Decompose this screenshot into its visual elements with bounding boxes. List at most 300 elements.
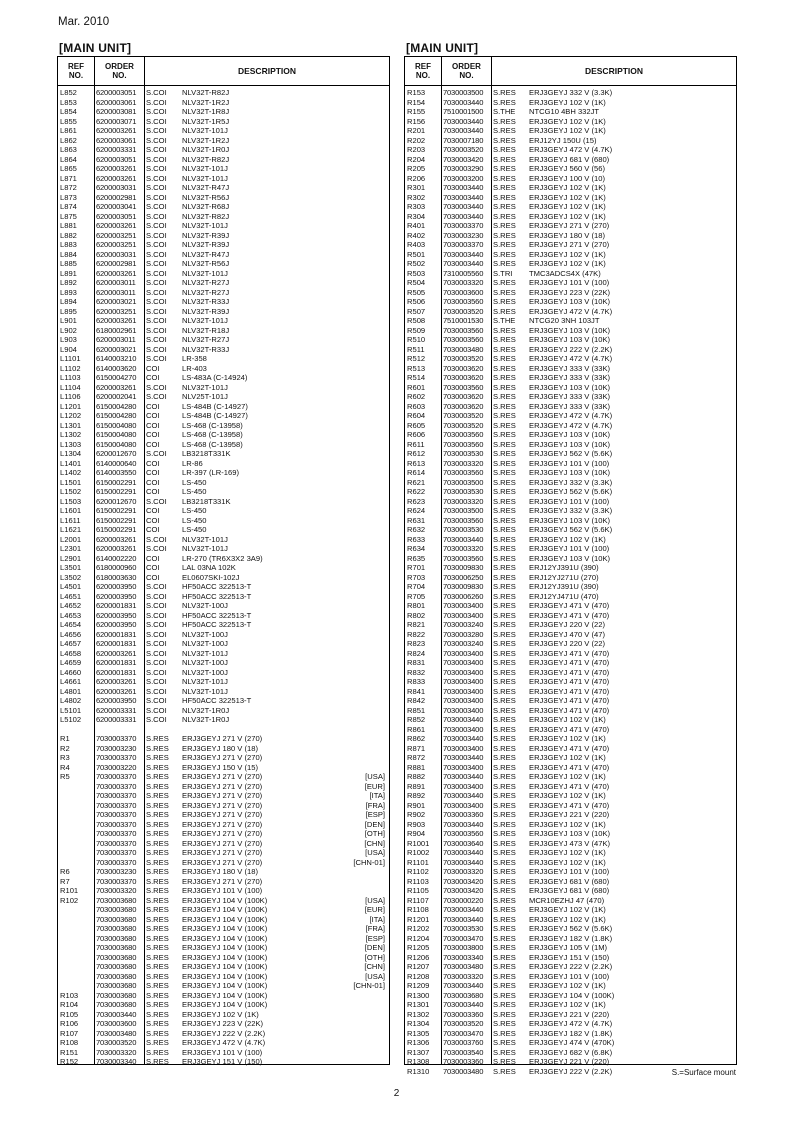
part-type: COI bbox=[146, 430, 160, 439]
ref-no: R703 bbox=[407, 572, 426, 582]
description: ERJ3GEYJ 470 V (47) bbox=[529, 629, 605, 639]
order-no: 7030003520 bbox=[443, 306, 484, 316]
order-no: 7030003370 bbox=[96, 734, 137, 743]
ref-no: R903 bbox=[407, 819, 426, 829]
table-row bbox=[405, 791, 736, 801]
part-type: S.RES bbox=[146, 924, 169, 933]
order-no: 7030003680 bbox=[443, 990, 484, 1000]
order-no: 6200003950 bbox=[96, 591, 137, 601]
order-no: 7030003540 bbox=[443, 1047, 484, 1057]
order-no: 6150002291 bbox=[96, 487, 137, 496]
description: LS-468 (C-13958) bbox=[182, 420, 243, 430]
table-row bbox=[58, 136, 389, 146]
table-row bbox=[405, 364, 736, 374]
description: ERJ3GEYJ 102 V (1K) bbox=[529, 848, 606, 857]
order-no: 7030003560 bbox=[443, 468, 484, 477]
ref-no: R606 bbox=[407, 430, 426, 439]
order-no: 7030003440 bbox=[443, 259, 484, 268]
part-type: S.COI bbox=[146, 382, 167, 392]
order-no: 7030003370 bbox=[96, 848, 137, 857]
table-row bbox=[405, 174, 736, 184]
table-row bbox=[58, 791, 389, 801]
description: ERJ3GEYJ 472 V (4.7K) bbox=[529, 354, 613, 363]
ref-no: R206 bbox=[407, 173, 426, 183]
part-type: S.RES bbox=[493, 183, 516, 192]
description: ERJ3GEYJ 102 V (1K) bbox=[182, 1009, 259, 1019]
description: ERJ3GEYJ 472 V (4.7K) bbox=[529, 420, 613, 430]
part-type: S.RES bbox=[493, 468, 516, 477]
description: NLV32T-101J bbox=[182, 534, 228, 544]
ref-no: L1201 bbox=[60, 401, 82, 411]
table-row bbox=[58, 212, 389, 222]
part-type: S.RES bbox=[493, 620, 516, 629]
order-no: 7510001500 bbox=[443, 107, 484, 116]
region: [EUR] bbox=[364, 781, 385, 791]
table-row bbox=[405, 763, 736, 773]
ref-no: L4659 bbox=[60, 658, 82, 667]
ref-no: R401 bbox=[407, 221, 426, 230]
part-type: S.RES bbox=[493, 800, 516, 810]
ref-no: R802 bbox=[407, 610, 426, 620]
order-no: 6200001831 bbox=[96, 639, 137, 648]
order-no: 7030003230 bbox=[96, 743, 137, 753]
ref-no: R301 bbox=[407, 183, 426, 192]
table-row bbox=[405, 573, 736, 583]
description: ERJ3GEYJ 101 V (100) bbox=[529, 544, 610, 553]
description: ERJ3GEYJ 222 V (2.2K) bbox=[529, 344, 613, 354]
part-type: COI bbox=[146, 401, 160, 411]
description: ERJ3GEYJ 562 V (5.6K) bbox=[529, 449, 613, 458]
description: NTCG20 3NH 103JT bbox=[529, 316, 600, 325]
part-type: S.RES bbox=[493, 677, 516, 686]
table-row bbox=[405, 839, 736, 849]
ref-no: R823 bbox=[407, 639, 426, 648]
table-row bbox=[58, 896, 389, 906]
order-no: 7030006250 bbox=[443, 572, 484, 582]
order-no: 7030003620 bbox=[443, 373, 484, 382]
order-no: 7030003370 bbox=[96, 857, 137, 867]
ref-no: R822 bbox=[407, 629, 426, 639]
order-no: 7030003360 bbox=[443, 1057, 484, 1066]
order-no: 7030003360 bbox=[443, 810, 484, 819]
order-no: 6200001831 bbox=[96, 658, 137, 667]
description: ERJ3GEYJ 471 V (470) bbox=[529, 648, 610, 658]
table-row bbox=[58, 183, 389, 193]
table-row bbox=[405, 563, 736, 573]
table-row bbox=[58, 924, 389, 934]
description: ERJ3GEYJ 271 V (270) bbox=[182, 838, 263, 848]
ref-no: R1206 bbox=[407, 952, 430, 962]
description: NLV32T-1R8J bbox=[182, 107, 230, 116]
description: ERJ3GEYJ 473 V (47K) bbox=[529, 838, 611, 848]
ref-no: L2301 bbox=[60, 544, 82, 553]
order-no: 7030003440 bbox=[443, 734, 484, 743]
part-type: S.RES bbox=[146, 1057, 169, 1066]
ref-no: L4653 bbox=[60, 610, 82, 620]
order-no: 6200003261 bbox=[96, 534, 137, 544]
table-row bbox=[405, 1000, 736, 1010]
table-row bbox=[58, 497, 389, 507]
table-row bbox=[405, 1029, 736, 1039]
table-row bbox=[405, 639, 736, 649]
description: ERJ3GEYJ 182 V (1.8K) bbox=[529, 1028, 613, 1038]
description: LS-483A (C-14924) bbox=[182, 373, 248, 382]
part-type: S.COI bbox=[146, 259, 167, 268]
table-row bbox=[405, 231, 736, 241]
description: ERJ3GEYJ 102 V (1K) bbox=[529, 211, 606, 221]
ref-no: L881 bbox=[60, 221, 77, 230]
order-no: 7030007180 bbox=[443, 135, 484, 145]
description: TMC3ADCS4X (47K) bbox=[529, 268, 601, 278]
order-no: 7030003500 bbox=[443, 88, 484, 97]
order-no: 7030003480 bbox=[443, 1066, 484, 1076]
order-no: 7030000220 bbox=[443, 895, 484, 905]
table-row bbox=[58, 354, 389, 364]
ref-no: L863 bbox=[60, 145, 77, 154]
table-row bbox=[405, 164, 736, 174]
part-type: S.COI bbox=[146, 705, 167, 715]
description: ERJ3GEYJ 102 V (1K) bbox=[529, 734, 606, 743]
table-row bbox=[405, 1038, 736, 1048]
order-no: 7030003420 bbox=[443, 886, 484, 895]
order-no: 7030003400 bbox=[443, 667, 484, 677]
part-type: S.COI bbox=[146, 211, 167, 221]
description: ERJ3GEYJ 102 V (1K) bbox=[529, 116, 606, 126]
table-row bbox=[58, 905, 389, 915]
ref-no: L853 bbox=[60, 97, 77, 107]
description: ERJ3GEYJ 104 V (100K) bbox=[182, 952, 268, 962]
part-type: S.RES bbox=[493, 857, 516, 867]
left-parts-table bbox=[57, 56, 390, 1065]
description: ERJ3GEYJ 104 V (100K) bbox=[182, 962, 268, 971]
part-type: S.RES bbox=[146, 848, 169, 857]
table-row bbox=[405, 544, 736, 554]
ref-no: R1001 bbox=[407, 838, 430, 848]
ref-no: R304 bbox=[407, 211, 426, 221]
region: [CHN] bbox=[364, 962, 385, 971]
table-row bbox=[58, 145, 389, 155]
ref-no: R1108 bbox=[407, 905, 429, 914]
ref-no: R202 bbox=[407, 135, 426, 145]
description: ERJ3GEYJ 223 V (22K) bbox=[182, 1019, 264, 1028]
table-row bbox=[58, 554, 389, 564]
ref-no: L4657 bbox=[60, 639, 82, 648]
table-row bbox=[58, 174, 389, 184]
part-type: S.RES bbox=[146, 905, 169, 914]
ref-no: R153 bbox=[407, 88, 426, 97]
description: NLV32T-101J bbox=[182, 382, 228, 392]
part-type: S.COI bbox=[146, 648, 167, 658]
part-type: S.RES bbox=[493, 325, 516, 335]
table-row bbox=[58, 877, 389, 887]
part-type: COI bbox=[146, 563, 160, 572]
ref-no: R1201 bbox=[407, 914, 430, 924]
description: ERJ3GEYJ 104 V (100K) bbox=[529, 990, 615, 1000]
ref-no-header: REF NO. bbox=[405, 57, 442, 85]
ref-no: L5102 bbox=[60, 715, 82, 724]
order-no: 7030003370 bbox=[96, 772, 137, 781]
order-no: 7030003320 bbox=[443, 458, 484, 468]
part-type: S.RES bbox=[146, 876, 169, 886]
order-no: 7030003620 bbox=[443, 392, 484, 401]
part-type: S.RES bbox=[493, 667, 516, 677]
table-row bbox=[405, 601, 736, 611]
part-type: S.RES bbox=[146, 971, 169, 981]
description: ERJ3GEYJ 104 V (100K) bbox=[182, 943, 268, 952]
description: MCR10EZHJ 47 (470) bbox=[529, 895, 605, 905]
ref-no: L875 bbox=[60, 211, 77, 221]
part-type: S.COI bbox=[146, 88, 167, 97]
part-type: S.COI bbox=[146, 230, 167, 240]
description: ERJ3GEYJ 102 V (1K) bbox=[529, 753, 606, 762]
table-row bbox=[405, 886, 736, 896]
order-no: 7030003290 bbox=[443, 164, 484, 173]
description: NLV32T-101J bbox=[182, 221, 228, 230]
order-no: 7030003440 bbox=[443, 534, 484, 544]
ref-no: R104 bbox=[60, 1000, 79, 1009]
ref-no: L4654 bbox=[60, 620, 82, 629]
table-row bbox=[58, 373, 389, 383]
order-no: 6150004080 bbox=[96, 439, 137, 449]
ref-no: L4501 bbox=[60, 582, 82, 591]
part-type: S.RES bbox=[493, 933, 516, 943]
description: LS-468 (C-13958) bbox=[182, 439, 243, 449]
part-type: S.RES bbox=[493, 734, 516, 743]
ref-no: L1106 bbox=[60, 392, 81, 401]
ref-no: R611 bbox=[407, 439, 425, 449]
table-row bbox=[405, 354, 736, 364]
ref-no: R904 bbox=[407, 829, 426, 838]
table-row bbox=[405, 155, 736, 165]
part-type: S.THE bbox=[493, 316, 516, 325]
ref-no: R603 bbox=[407, 401, 426, 411]
ref-no: R501 bbox=[407, 249, 426, 259]
description: ERJ3GEYJ 103 V (10K) bbox=[529, 468, 611, 477]
table-row bbox=[405, 98, 736, 108]
description: NLV32T-R27J bbox=[182, 335, 230, 344]
part-type: S.RES bbox=[146, 857, 169, 867]
table-row bbox=[58, 801, 389, 811]
table-row bbox=[405, 288, 736, 298]
part-type: S.RES bbox=[493, 449, 516, 458]
description: ERJ3GEYJ 271 V (270) bbox=[182, 781, 263, 791]
description: ERJ3GEYJ 103 V (10K) bbox=[529, 439, 611, 449]
ref-no: R1002 bbox=[407, 848, 430, 857]
part-type: S.RES bbox=[493, 819, 516, 829]
part-type: S.RES bbox=[493, 591, 516, 601]
order-no: 7030003520 bbox=[443, 145, 484, 154]
table-row bbox=[405, 611, 736, 621]
part-type: S.COI bbox=[146, 392, 167, 401]
order-no-header: ORDER NO. bbox=[442, 57, 492, 85]
table-row bbox=[405, 905, 736, 915]
part-type: S.RES bbox=[493, 962, 516, 971]
table-row bbox=[405, 668, 736, 678]
description: ERJ3GEYJ 471 V (470) bbox=[529, 601, 610, 610]
ref-no: R862 bbox=[407, 734, 426, 743]
ref-no: L894 bbox=[60, 297, 77, 306]
part-type: S.RES bbox=[146, 1009, 169, 1019]
description: ERJ3GEYJ 332 V (3.3K) bbox=[529, 506, 613, 515]
order-no: 7030003230 bbox=[96, 867, 137, 876]
order-no: 7030003370 bbox=[96, 753, 137, 762]
order-no: 6180003630 bbox=[96, 572, 137, 582]
table-row bbox=[405, 535, 736, 545]
table-row bbox=[58, 972, 389, 982]
ref-no: L892 bbox=[60, 278, 77, 287]
description: ERJ3GEYJ 221 V (220) bbox=[529, 1057, 610, 1066]
order-no: 7030003470 bbox=[443, 933, 484, 943]
description: ERJ3GEYJ 472 V (4.7K) bbox=[529, 306, 613, 316]
order-no: 7030003440 bbox=[96, 1009, 137, 1019]
ref-no: R105 bbox=[60, 1009, 79, 1019]
description: ERJ3GEYJ 222 V (2.2K) bbox=[182, 1028, 266, 1038]
order-no: 7030003560 bbox=[443, 829, 484, 838]
order-no: 7030003620 bbox=[443, 401, 484, 411]
description: NLV32T-101J bbox=[182, 164, 228, 173]
order-no: 7030003560 bbox=[443, 430, 484, 439]
ref-no: R3 bbox=[60, 753, 70, 762]
part-type: COI bbox=[146, 458, 160, 468]
order-no: 7030003680 bbox=[96, 895, 137, 905]
order-no: 7030003680 bbox=[96, 1000, 137, 1009]
table-row bbox=[405, 924, 736, 934]
ref-no: L884 bbox=[60, 249, 77, 259]
part-type: S.RES bbox=[493, 544, 516, 553]
table-row bbox=[405, 212, 736, 222]
order-no: 6200003331 bbox=[96, 705, 137, 715]
description: ERJ3GEYJ 103 V (10K) bbox=[529, 297, 611, 306]
table-row bbox=[58, 307, 389, 317]
part-type: S.RES bbox=[146, 838, 169, 848]
ref-no: L1102 bbox=[60, 363, 81, 373]
part-type: S.RES bbox=[493, 1047, 516, 1057]
order-no: 7030003370 bbox=[96, 819, 137, 829]
part-type: S.RES bbox=[493, 610, 516, 620]
region: [ESP] bbox=[365, 810, 385, 819]
order-no: 7030003370 bbox=[443, 221, 484, 230]
part-type: S.COI bbox=[146, 354, 167, 363]
order-no: 7030003440 bbox=[443, 715, 484, 724]
order-no: 7030003370 bbox=[443, 240, 484, 249]
order-no: 7030003470 bbox=[443, 1028, 484, 1038]
ref-no: L1301 bbox=[60, 420, 82, 430]
table-row bbox=[58, 953, 389, 963]
part-type: S.RES bbox=[493, 506, 516, 515]
part-type: S.RES bbox=[493, 1019, 516, 1028]
ref-no: R1103 bbox=[407, 876, 429, 886]
ref-no: R505 bbox=[407, 287, 426, 297]
order-no: 7030003440 bbox=[443, 126, 484, 135]
description: ERJ3GEYJ 471 V (470) bbox=[529, 705, 610, 715]
order-no: 7030003480 bbox=[96, 1028, 137, 1038]
order-no: 7030003440 bbox=[443, 791, 484, 800]
part-type: S.RES bbox=[493, 990, 516, 1000]
order-no: 7030003560 bbox=[443, 515, 484, 525]
ref-no: R632 bbox=[407, 525, 426, 534]
ref-no: R511 bbox=[407, 344, 425, 354]
table-row bbox=[405, 136, 736, 146]
table-row bbox=[405, 307, 736, 317]
description: ERJ3GEYJ 150 V (15) bbox=[182, 762, 258, 772]
part-type: S.RES bbox=[146, 762, 169, 772]
region: [OTH] bbox=[364, 952, 385, 962]
table-row bbox=[405, 715, 736, 725]
order-no: 6200002981 bbox=[96, 192, 137, 202]
table-row bbox=[405, 554, 736, 564]
table-row bbox=[405, 525, 736, 535]
part-type: S.COI bbox=[146, 268, 167, 278]
part-type: S.RES bbox=[146, 952, 169, 962]
order-no: 6200003261 bbox=[96, 677, 137, 686]
table-row bbox=[405, 896, 736, 906]
description-header: DESCRIPTION bbox=[237, 65, 297, 76]
order-no: 7030003440 bbox=[443, 116, 484, 126]
description: ERJ3GEYJ 102 V (1K) bbox=[529, 534, 606, 544]
ref-no: L883 bbox=[60, 240, 77, 249]
description: ERJ3GEYJ 104 V (100K) bbox=[182, 924, 268, 933]
description: ERJ3GEYJ 182 V (1.8K) bbox=[529, 933, 613, 943]
order-no: 7030003560 bbox=[443, 553, 484, 563]
table-row bbox=[405, 259, 736, 269]
table-row bbox=[58, 278, 389, 288]
ref-no: R510 bbox=[407, 335, 426, 344]
part-type: S.TRI bbox=[493, 268, 513, 278]
region: [CHN-01] bbox=[353, 981, 385, 990]
table-row bbox=[58, 345, 389, 355]
table-row bbox=[58, 259, 389, 269]
table-row bbox=[58, 1057, 389, 1067]
description: NLV32T-100J bbox=[182, 658, 228, 667]
ref-no: R156 bbox=[407, 116, 426, 126]
description: NLV32T-R39J bbox=[182, 240, 230, 249]
description: ERJ3GEYJ 271 V (270) bbox=[182, 857, 263, 867]
table-row bbox=[405, 991, 736, 1001]
table-row bbox=[405, 962, 736, 972]
ref-no: R514 bbox=[407, 373, 426, 382]
ref-no: R1205 bbox=[407, 943, 430, 952]
order-no: 6200003950 bbox=[96, 696, 137, 705]
ref-no: R612 bbox=[407, 449, 426, 458]
description: ERJ3GEYJ 222 V (2.2K) bbox=[529, 962, 613, 971]
part-type: S.RES bbox=[146, 791, 169, 800]
ref-no: R705 bbox=[407, 591, 426, 601]
part-type: S.RES bbox=[146, 962, 169, 971]
order-no: 7030003560 bbox=[443, 297, 484, 306]
part-type: S.RES bbox=[493, 781, 516, 791]
part-type: S.COI bbox=[146, 591, 167, 601]
table-row bbox=[58, 487, 389, 497]
order-no: 7030003440 bbox=[443, 848, 484, 857]
description: ERJ3GEYJ 102 V (1K) bbox=[529, 914, 606, 924]
table-row bbox=[405, 269, 736, 279]
ref-no: L4658 bbox=[60, 648, 82, 658]
part-type: S.RES bbox=[493, 648, 516, 658]
part-type: S.RES bbox=[493, 1038, 516, 1047]
table-row bbox=[58, 962, 389, 972]
description: ERJ3GEYJ 471 V (470) bbox=[529, 696, 610, 705]
ref-no: R513 bbox=[407, 363, 426, 373]
description: LS-484B (C-14927) bbox=[182, 401, 248, 411]
part-type: S.RES bbox=[493, 743, 516, 753]
order-no: 7030003400 bbox=[443, 610, 484, 620]
description: LS-450 bbox=[182, 477, 207, 487]
description: ERJ3GEYJ 104 V (100K) bbox=[182, 895, 268, 905]
table-row bbox=[58, 820, 389, 830]
order-no: 7030003520 bbox=[443, 420, 484, 430]
ref-no: R601 bbox=[407, 382, 426, 392]
order-no: 7030003440 bbox=[443, 772, 484, 781]
